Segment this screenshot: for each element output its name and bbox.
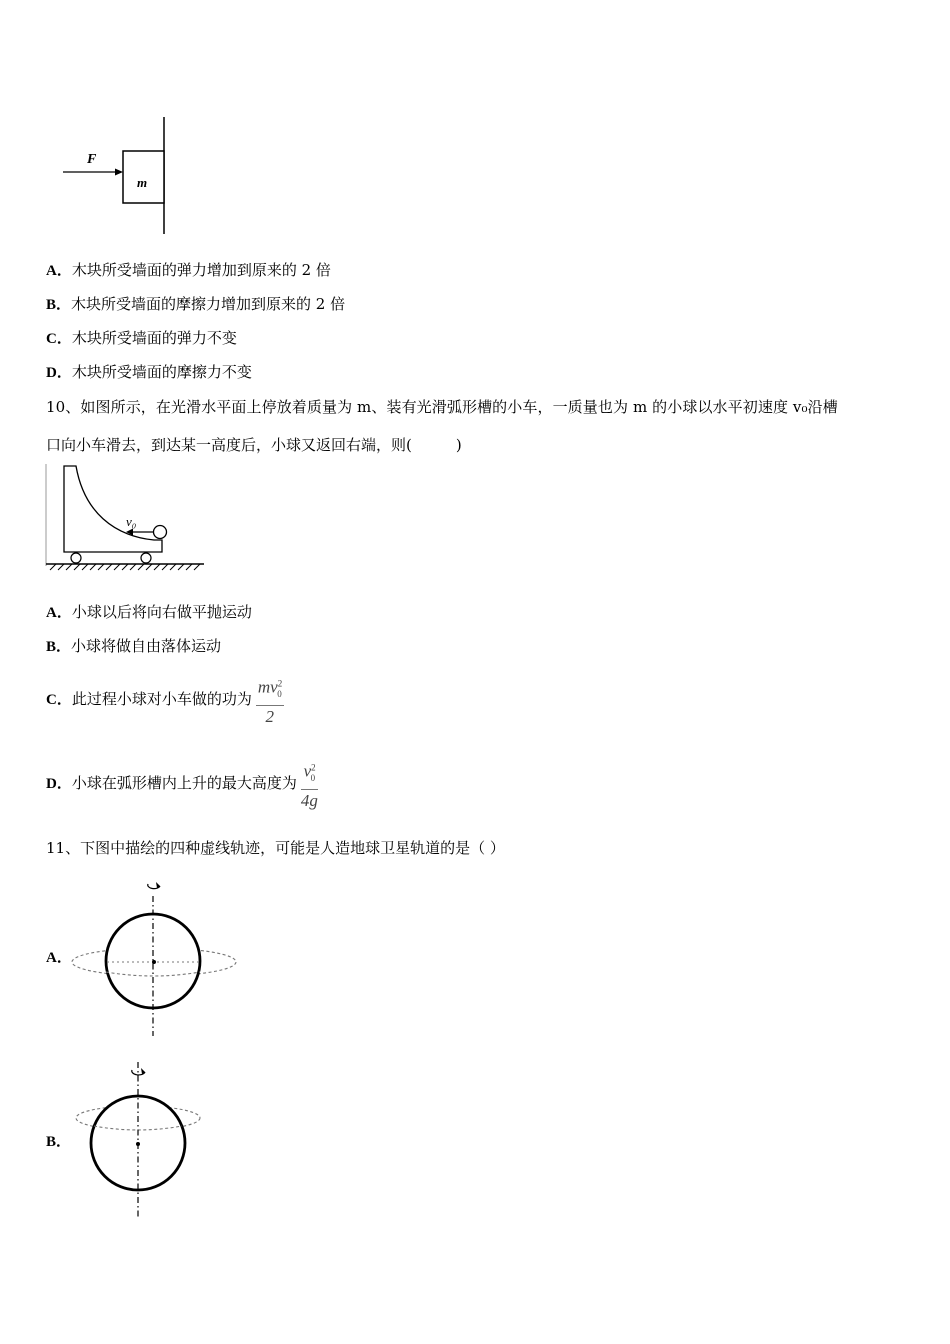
q9-option-b: B．木块所受墙面的摩擦力增加到原来的 2 倍 bbox=[46, 295, 346, 313]
q10-option-d: D．小球在弧形槽内上升的最大高度为 $\frac{v^2_0}{4g}$ bbox=[46, 756, 318, 812]
q10-option-a: A．小球以后将向右做平抛运动 bbox=[46, 603, 252, 621]
orbit-figure-b bbox=[70, 1058, 210, 1220]
q10-stem-line1: 10、如图所示，在光滑水平面上停放着质量为 m、装有光滑弧形槽的小车，一质量也为 m 的小球以水平初速度 v₀沿槽 bbox=[46, 398, 838, 416]
mass-label: m bbox=[137, 175, 148, 190]
force-label: F bbox=[87, 152, 97, 167]
cart-wheel-left bbox=[71, 553, 81, 563]
q11-option-b-label: B． bbox=[46, 1134, 72, 1150]
q10-stem-line2: 口向小车滑去，到达某一高度后，小球又返回右端，则( ) bbox=[46, 436, 462, 454]
q10-option-c: C．此过程小球对小车做的功为 $\frac{mv^2_0}{2}$ bbox=[46, 672, 284, 728]
q10-option-b: B．小球将做自由落体运动 bbox=[46, 637, 222, 655]
arrow-head-icon bbox=[115, 169, 123, 176]
earth-center-a bbox=[152, 960, 156, 964]
cart-wheel-right bbox=[141, 553, 151, 563]
q11-stem: 11、下图中描绘的四种虚线轨迹，可能是人造地球卫星轨道的是（ ） bbox=[46, 839, 505, 857]
fraction-height: $\frac{v^2_0}{4g}$ bbox=[301, 756, 318, 812]
cart-groove-figure bbox=[44, 462, 208, 574]
q9-option-a: A．木块所受墙面的弹力增加到原来的 2 倍 bbox=[46, 261, 331, 279]
cart-body bbox=[64, 466, 162, 552]
ground-hatch bbox=[50, 564, 200, 570]
velocity-label: v₀ bbox=[126, 514, 137, 529]
q9-option-d: D．木块所受墙面的摩擦力不变 bbox=[46, 363, 252, 381]
fraction-work: $\frac{mv^2_0}{2}$ bbox=[256, 672, 284, 728]
q11-option-a-label: A． bbox=[46, 950, 72, 966]
earth-center-b bbox=[136, 1142, 140, 1146]
q9-option-c: C．木块所受墙面的弹力不变 bbox=[46, 329, 237, 347]
ball bbox=[154, 526, 167, 539]
orbit-figure-a bbox=[70, 876, 242, 1038]
force-block-figure bbox=[55, 112, 180, 240]
